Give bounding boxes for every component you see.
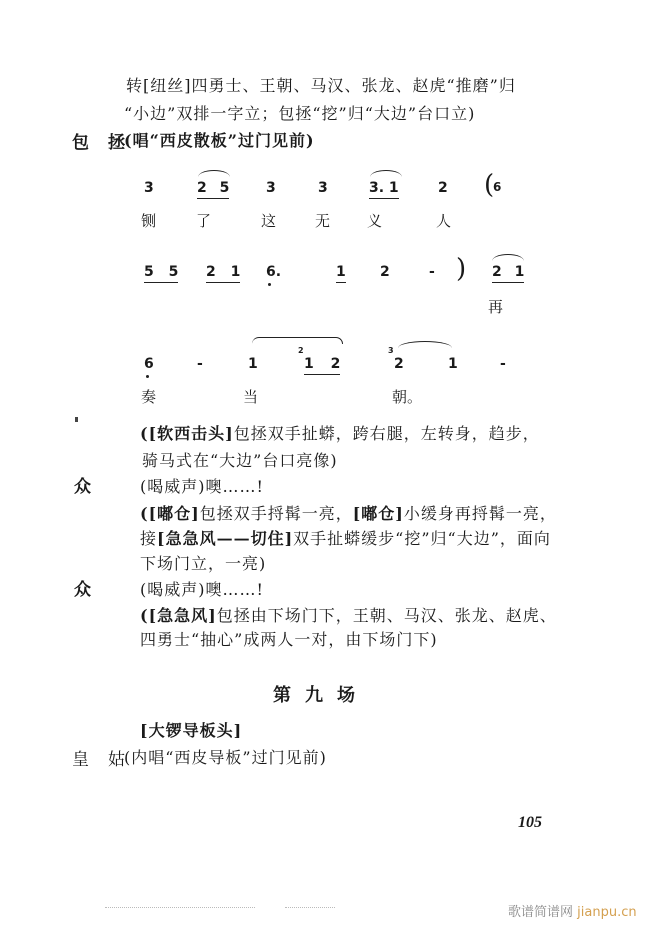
note: 6 — [144, 356, 154, 372]
singing-direction — [124, 745, 327, 768]
dash: - — [197, 356, 203, 372]
note: 1 — [304, 356, 314, 372]
watermark — [508, 901, 637, 920]
singing-direction-text: (内唱“西皮导板”过门见前) — [124, 748, 327, 767]
low-octave-dot — [146, 375, 149, 378]
percussion-cue: ([嘟仓] — [140, 504, 200, 523]
note: 3 — [144, 180, 154, 196]
lyric: 再 — [488, 298, 504, 316]
note: 6. — [266, 264, 282, 280]
role-name: 众 — [74, 580, 92, 600]
stage-direction-line: 转[纽丝]四勇士、王朝、马汉、张龙、赵虎“推磨”归 — [126, 76, 516, 95]
watermark-site-name: 歌谱简谱网 — [508, 905, 574, 920]
scene-title: 第九场 — [273, 685, 369, 706]
stage-direction-line: 下场门立，一亮) — [140, 554, 267, 573]
stage-direction-line: 四勇士“抽心”成两人一对，由下场门下) — [140, 630, 438, 649]
note: 3 — [318, 180, 328, 196]
note: 1 — [248, 356, 258, 372]
lyric: 当 — [243, 388, 259, 406]
stage-direction-text: 小缓身再捋髯一亮， — [403, 504, 557, 523]
slur — [370, 170, 402, 177]
note: 1 — [448, 356, 458, 372]
stage-direction-line — [140, 421, 540, 444]
role-name: 包 拯 — [72, 133, 126, 153]
lyric: 义 — [367, 212, 383, 230]
dash: - — [500, 356, 506, 372]
stage-direction-text: 包拯由下场门下，王朝、马汉、张龙、赵虎、 — [216, 606, 557, 625]
grace-note: 3 — [388, 346, 394, 355]
dialogue: (喝威声)噢……! — [140, 477, 264, 496]
lyric: 人 — [436, 212, 452, 230]
note: 6 — [493, 180, 502, 194]
percussion-cue: ([急急风] — [140, 606, 217, 625]
lyric: 无 — [315, 212, 331, 230]
low-octave-dot — [268, 283, 271, 286]
note-group — [304, 356, 340, 375]
close-parenthesis: ) — [456, 254, 467, 284]
note: 2 — [380, 264, 390, 280]
percussion-cue: [大锣导板头] — [140, 721, 243, 740]
stage-direction-text: 双手扯蟒缓步“挖”归“大边”，面向 — [293, 529, 551, 548]
role-name: 众 — [74, 477, 92, 497]
slur — [252, 337, 343, 344]
lyric: 奏 — [141, 388, 157, 406]
dialogue: (喝威声)噢……! — [140, 580, 264, 599]
stage-direction-line — [140, 526, 551, 549]
print-speck — [75, 417, 78, 422]
stage-direction-line: 骑马式在“大边”台口亮像) — [142, 451, 338, 470]
note: 3 — [266, 180, 276, 196]
page-number: 105 — [518, 814, 542, 831]
lyric: 这 — [261, 212, 277, 230]
note-group: 2 5 — [197, 180, 229, 199]
percussion-cue: ([软西击头] — [140, 424, 234, 443]
stage-direction-text: 包拯双手扯蟒，跨右腿，左转身，趋步， — [233, 424, 540, 443]
dash: - — [429, 264, 435, 280]
note: 2 — [330, 356, 341, 372]
note: 2 — [394, 356, 404, 372]
slur — [492, 254, 524, 261]
lyric: 了 — [196, 212, 212, 230]
slur — [198, 170, 230, 177]
stage-direction-line — [140, 501, 557, 524]
grace-note: 2 — [298, 346, 304, 355]
stage-direction-text: 接 — [140, 529, 158, 548]
singing-direction: (唱“西皮散板”过门见前) — [124, 131, 315, 150]
note: 1 — [336, 264, 346, 283]
watermark-domain: jianpu.cn — [577, 905, 637, 920]
stage-direction-line: “小边”双排一字立；包拯“挖”归“大边”台口立) — [124, 104, 476, 123]
role-name: 皇 姑 — [72, 750, 126, 770]
open-parenthesis: ( — [484, 170, 495, 200]
percussion-cue: [嘟仓] — [352, 504, 404, 523]
note: 2 — [438, 180, 448, 196]
note-group: 5 5 — [144, 264, 178, 283]
note-group: 2 1 — [206, 264, 240, 283]
stage-direction-line — [140, 603, 557, 626]
stage-direction-text: 包拯双手捋髯一亮， — [199, 504, 353, 523]
note-group: 3. 1 — [369, 180, 399, 199]
percussion-cue: [急急风——切住] — [157, 529, 294, 548]
slur — [398, 341, 452, 348]
print-artifact-line — [285, 907, 335, 909]
lyric: 铡 — [141, 212, 157, 230]
print-artifact-line — [105, 907, 255, 909]
note-group: 2 1 — [492, 264, 524, 283]
lyric: 朝。 — [392, 388, 423, 406]
